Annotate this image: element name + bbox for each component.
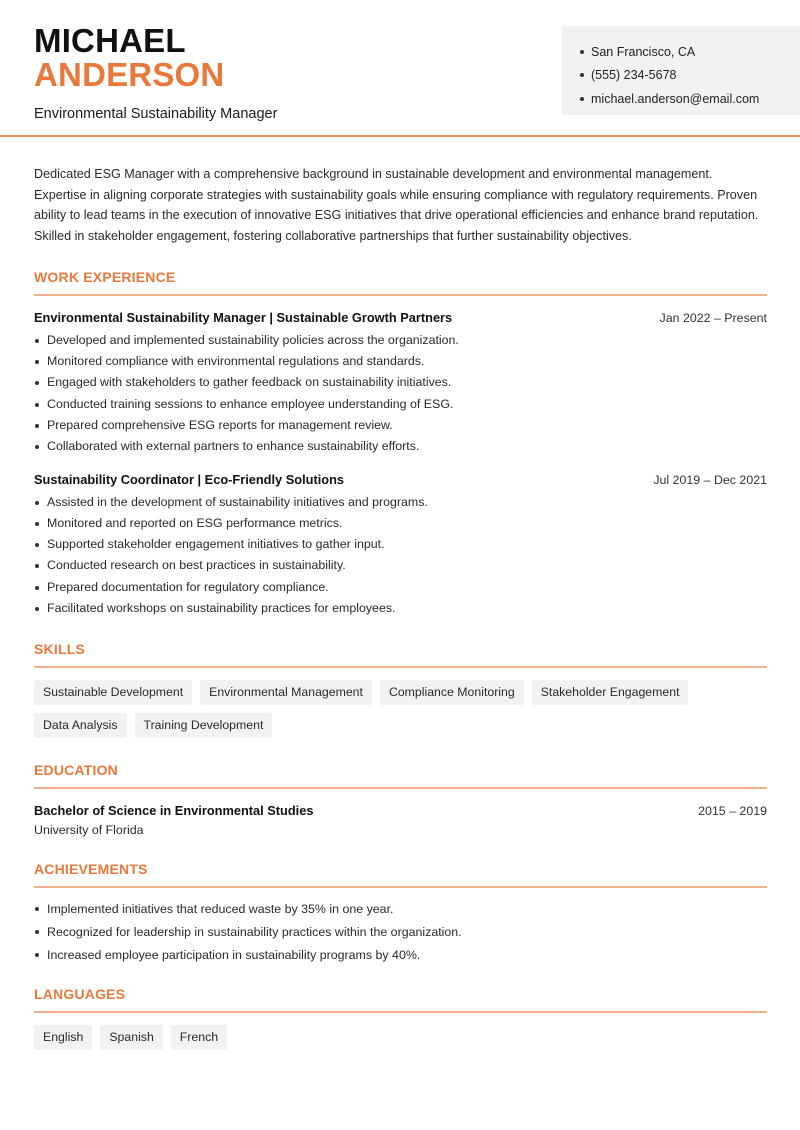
language-tag: Spanish — [100, 1025, 162, 1050]
job-role: Environmental Sustainability Manager | Sustainable Growth Partners — [34, 309, 453, 325]
job-bullets — [34, 492, 767, 620]
list-item: Monitored and reported on ESG performance metrics. — [34, 513, 767, 534]
list-item: Conducted research on best practices in sustainability. — [34, 555, 767, 576]
education-header — [34, 803, 767, 818]
work-section — [34, 269, 767, 620]
list-item: Facilitated workshops on sustainability practices for employees. — [34, 598, 767, 619]
section-title-achievements: ACHIEVEMENTS — [34, 861, 148, 878]
language-tags — [34, 1025, 767, 1050]
resume-body — [34, 164, 767, 1050]
contact-location — [580, 40, 784, 64]
contact-location-text: San Francisco, CA — [591, 44, 696, 59]
summary: Dedicated ESG Manager with a comprehensive background in sustainable development and environmental management. Expertise in aligning corporate strategies with sustainability goals while ensuring compliance with regulatory requirements. Proven ability to lead teams in the execution of innovative ESG initiatives that drive operational efficiencies and enhance brand reputation. Skilled in stakeholder engagement, fostering collaborative partnerships that further sustainability objectives. — [34, 167, 759, 244]
section-divider — [34, 787, 767, 789]
language-tag: French — [171, 1025, 227, 1050]
skill-tag: Data Analysis — [34, 713, 127, 738]
skill-tag: Sustainable Development — [34, 680, 192, 705]
list-item: Monitored compliance with environmental regulations and standards. — [34, 351, 767, 372]
education-entry — [34, 803, 767, 837]
languages-section — [34, 986, 767, 1050]
job-date: Jan 2022 – Present — [659, 310, 767, 325]
contact-email-text: michael.anderson@email.com — [591, 91, 760, 106]
list-item: Supported stakeholder engagement initiatives to gather input. — [34, 534, 767, 555]
contact-phone-text: (555) 234-5678 — [591, 68, 677, 83]
section-title-work: WORK EXPERIENCE — [34, 268, 176, 285]
language-tag: English — [34, 1025, 92, 1050]
achievement-list — [34, 898, 767, 966]
job-header — [34, 472, 767, 487]
contact-phone — [580, 64, 784, 88]
contact-box — [562, 26, 800, 115]
achievements-section — [34, 861, 767, 966]
list-item: Implemented initiatives that reduced waste by 35% in one year. — [34, 898, 767, 921]
list-item: Conducted training sessions to enhance employee understanding of ESG. — [34, 394, 767, 415]
list-item: Engaged with stakeholders to gather feedback on sustainability initiatives. — [34, 372, 767, 393]
name-block — [34, 24, 277, 122]
skills-section — [34, 641, 767, 738]
contact-email — [580, 87, 784, 111]
job-bullets — [34, 330, 767, 458]
job-header — [34, 310, 767, 325]
section-divider — [34, 1011, 767, 1013]
job-entry — [34, 310, 767, 458]
school: University of Florida — [34, 823, 144, 838]
section-divider — [34, 666, 767, 668]
job-entry — [34, 472, 767, 620]
skill-tag: Stakeholder Engagement — [532, 680, 689, 705]
skill-tag: Environmental Management — [200, 680, 372, 705]
list-item: Prepared documentation for regulatory compliance. — [34, 577, 767, 598]
section-title-skills: SKILLS — [34, 641, 85, 658]
section-title-education: EDUCATION — [34, 762, 118, 779]
list-item: Developed and implemented sustainability policies across the organization. — [34, 330, 767, 351]
skill-tag: Compliance Monitoring — [380, 680, 524, 705]
last-name: ANDERSON — [34, 56, 225, 93]
job-title: Environmental Sustainability Manager — [34, 106, 278, 122]
section-title-languages: LANGUAGES — [34, 986, 126, 1003]
skill-tags — [34, 680, 767, 738]
bullet-icon — [580, 50, 584, 54]
section-divider — [34, 886, 767, 888]
list-item: Recognized for leadership in sustainability practices within the organization. — [34, 921, 767, 944]
degree: Bachelor of Science in Environmental Studies — [34, 803, 314, 819]
list-item: Prepared comprehensive ESG reports for management review. — [34, 415, 767, 436]
education-date: 2015 – 2019 — [698, 804, 767, 819]
list-item: Assisted in the development of sustainability initiatives and programs. — [34, 492, 767, 513]
bullet-icon — [580, 97, 584, 101]
job-date: Jul 2019 – Dec 2021 — [653, 472, 767, 487]
list-item: Increased employee participation in sustainability programs by 40%. — [34, 944, 767, 967]
bullet-icon — [580, 73, 584, 77]
skill-tag: Training Development — [135, 713, 273, 738]
job-role: Sustainability Coordinator | Eco-Friendly Solutions — [34, 471, 345, 487]
first-name: MICHAEL — [34, 22, 186, 59]
education-section — [34, 762, 767, 837]
list-item: Collaborated with external partners to enhance sustainability efforts. — [34, 436, 767, 457]
section-divider — [34, 294, 767, 296]
resume-header — [0, 0, 800, 137]
